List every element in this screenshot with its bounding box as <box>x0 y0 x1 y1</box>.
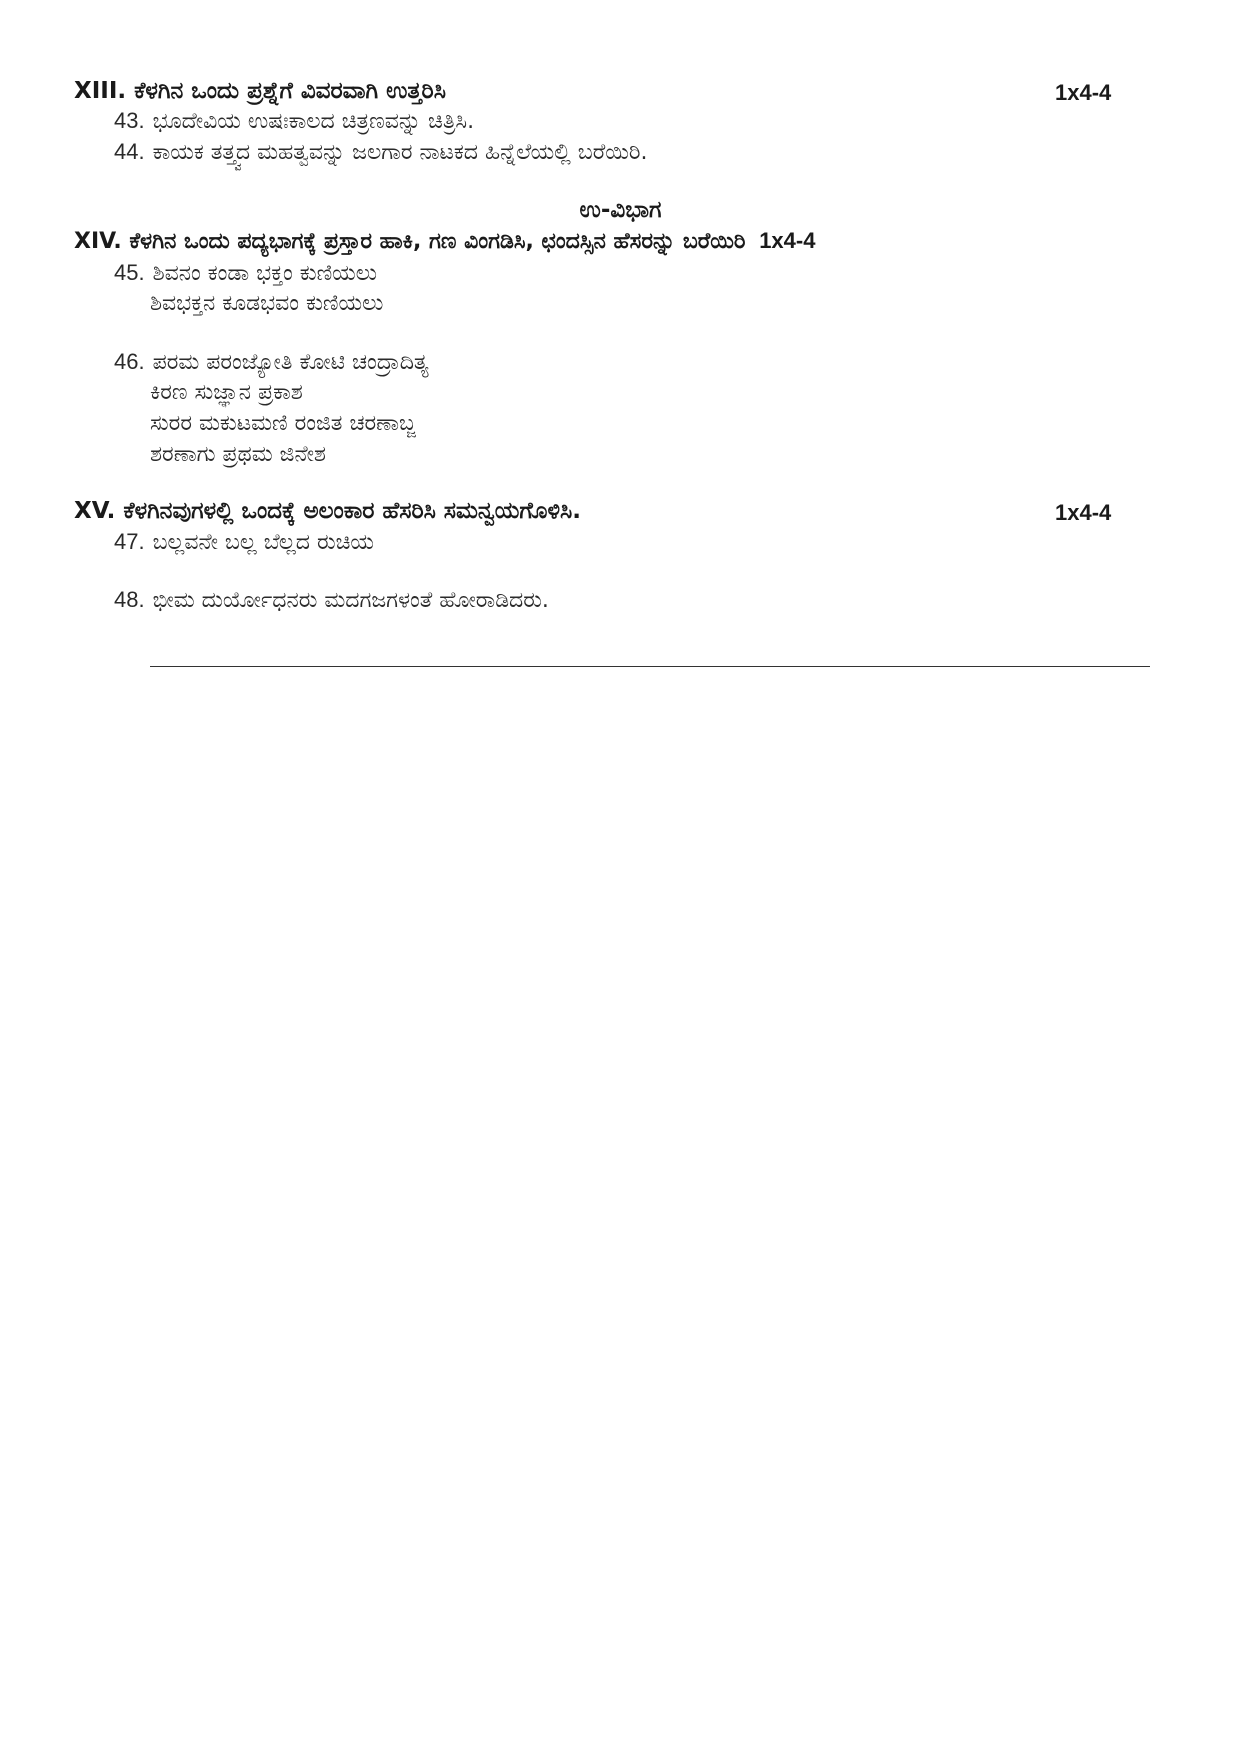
section-xiv-heading <box>74 228 815 254</box>
question-47 <box>114 529 374 555</box>
question-46-line-2: ಕಿರಣ ಸುಜ್ಞಾನ ಪ್ರಕಾಶ <box>150 380 303 405</box>
question-48 <box>114 587 549 613</box>
question-43 <box>114 108 474 134</box>
question-46-number: 46. <box>114 349 145 374</box>
question-48-text: ಭೀಮ ದುರ್ಯೋಧನರು ಮದಗಜಗಳಂತೆ ಹೋರಾಡಿದರು. <box>152 588 549 613</box>
end-divider-line <box>150 666 1150 667</box>
question-44-text: ಕಾಯಕ ತತ್ತ್ವದ ಮಹತ್ವವನ್ನು ಜಲಗಾರ ನಾಟಕದ ಹಿನ್ನೆಲೆಯಲ್ಲಿ ಬರೆಯಿರಿ. <box>152 140 648 165</box>
section-xiii-heading: XIII. ಕೆಳಗಿನ ಒಂದು ಪ್ರಶ್ನೆಗೆ ವಿವರವಾಗಿ ಉತ್ತರಿಸಿ <box>74 78 446 104</box>
section-xiv-heading-text: XIV. ಕೆಳಗಿನ ಒಂದು ಪದ್ಯಭಾಗಕ್ಕೆ ಪ್ರಸ್ತಾರ ಹಾಕಿ, ಗಣ ವಿಂಗಡಿಸಿ, ಛಂದಸ್ಸಿನ ಹೆಸರನ್ನು ಬರೆಯಿರಿ <box>74 229 746 254</box>
question-44 <box>114 139 647 165</box>
question-48-number: 48. <box>114 587 145 612</box>
question-43-number: 43. <box>114 108 145 133</box>
question-46-line-3: ಸುರರ ಮಕುಟಮಣಿ ರಂಜಿತ ಚರಣಾಬ್ಜ <box>150 411 416 436</box>
section-xiv-marks: 1x4-4 <box>759 228 816 253</box>
question-43-text: ಭೂದೇವಿಯ ಉಷಃಕಾಲದ ಚಿತ್ರಣವನ್ನು ಚಿತ್ರಿಸಿ. <box>152 109 475 134</box>
question-46-line-1: ಪರಮ ಪರಂಜ್ಯೋತಿ ಕೋಟಿ ಚಂದ್ರಾದಿತ್ಯ <box>152 350 429 375</box>
question-47-number: 47. <box>114 529 145 554</box>
section-xv-marks: 1x4-4 <box>1055 500 1112 525</box>
question-46 <box>114 349 429 375</box>
section-xv-heading: XV. ಕೆಳಗಿನವುಗಳಲ್ಲಿ ಒಂದಕ್ಕೆ ಅಲಂಕಾರ ಹೆಸರಿಸಿ ಸಮನ್ವಯಗೊಳಿಸಿ. <box>74 498 581 524</box>
division-heading: ಉ-ವಿಭಾಗ <box>579 197 662 223</box>
question-47-text: ಬಲ್ಲವನೇ ಬಲ್ಲ ಬೆಲ್ಲದ ರುಚಿಯ <box>152 530 374 555</box>
section-xiii-marks: 1x4-4 <box>1055 80 1112 105</box>
question-45-line-1: ಶಿವನಂ ಕಂಡಾ ಭಕ್ತಂ ಕುಣಿಯಲು <box>152 261 377 286</box>
question-44-number: 44. <box>114 139 145 164</box>
question-45-number: 45. <box>114 260 145 285</box>
question-46-line-4: ಶರಣಾಗು ಪ್ರಥಮ ಜಿನೇಶ <box>150 442 326 467</box>
question-45-line-2: ಶಿವಭಕ್ತನ ಕೂಡಭವಂ ಕುಣಿಯಲು <box>150 291 384 316</box>
question-45 <box>114 260 377 286</box>
